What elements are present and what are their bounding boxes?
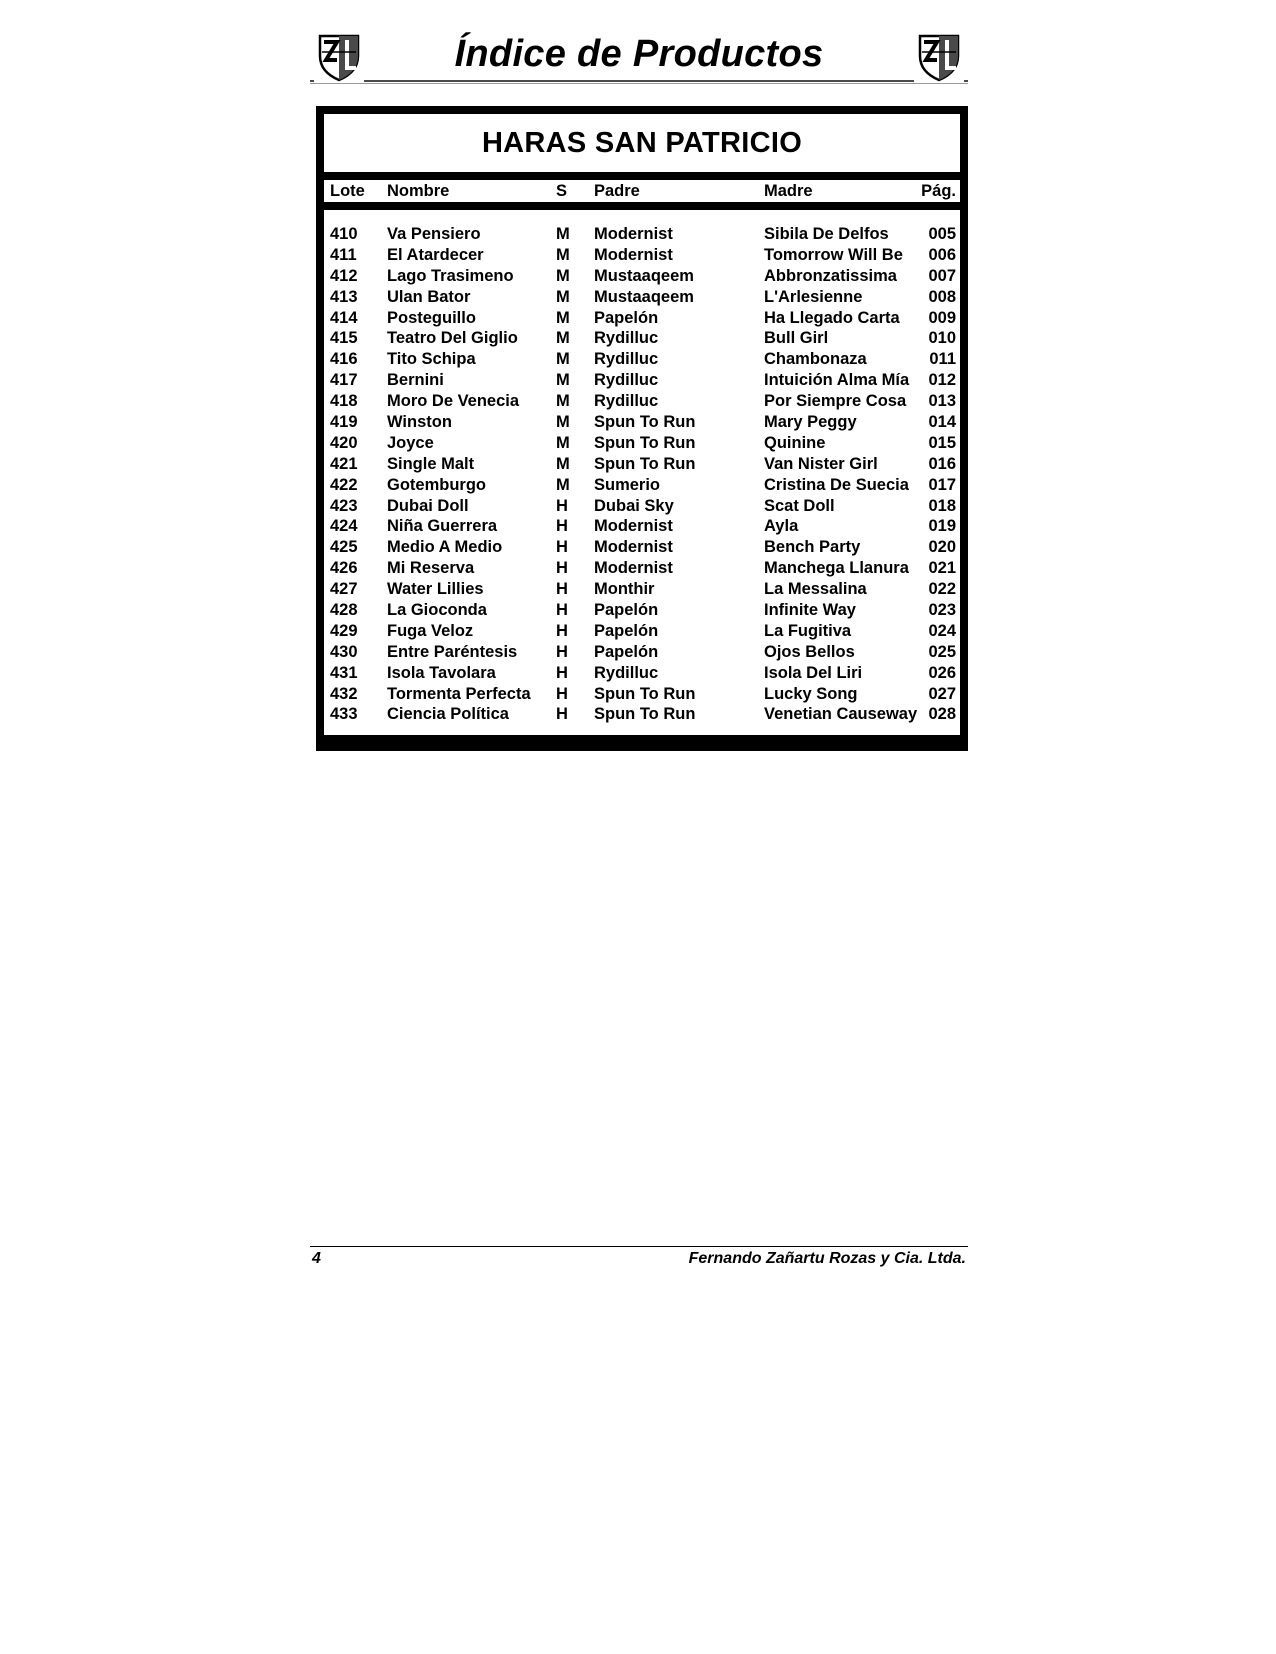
lot-name: Moro De Venecia (387, 392, 520, 411)
lot-page: 016 (928, 454, 956, 473)
lot-page: 011 (929, 350, 956, 369)
lot-page: 020 (928, 538, 956, 557)
lot-sire: Mustaaqeem (594, 287, 694, 306)
page-header (310, 28, 968, 86)
lot-dam: Intuición Alma Mía (764, 371, 910, 390)
lot-number: 421 (330, 454, 358, 473)
lot-name: Niña Guerrera (387, 517, 498, 536)
lot-dam: Ojos Bellos (764, 642, 855, 661)
lot-dam: Ayla (764, 517, 799, 536)
lot-name: Mi Reserva (387, 559, 475, 578)
lot-dam: Scat Doll (764, 496, 835, 515)
lot-dam: Mary Peggy (764, 413, 857, 432)
lot-dam: Manchega Llanura (764, 559, 909, 578)
lot-sire: Rydilluc (594, 392, 659, 411)
lot-sire: Dubai Sky (594, 496, 674, 515)
lot-sex: M (556, 266, 570, 285)
lot-number: 429 (330, 621, 358, 640)
lot-sex: H (556, 663, 568, 682)
lot-number: 423 (330, 496, 358, 515)
lot-sire: Mustaaqeem (594, 266, 694, 285)
product-index-box (316, 106, 968, 751)
lot-number: 418 (330, 392, 358, 411)
lot-sex: H (556, 559, 568, 578)
lot-sex: M (556, 245, 570, 264)
lot-sex: H (556, 580, 568, 599)
lot-sire: Spun To Run (594, 705, 696, 724)
lot-page: 006 (928, 245, 956, 264)
lot-dam: Sibila De Delfos (764, 225, 889, 243)
table-row (324, 621, 960, 642)
lot-name: Ulan Bator (387, 287, 471, 306)
table-row (324, 475, 960, 496)
lot-name: Tormenta Perfecta (387, 684, 531, 703)
lot-name: La Gioconda (387, 601, 487, 620)
lot-page: 005 (928, 225, 956, 243)
table-row (324, 287, 960, 308)
table-row (324, 308, 960, 329)
lot-dam: Chambonaza (764, 350, 867, 369)
lot-sex: M (556, 371, 570, 390)
lot-number: 433 (330, 705, 358, 724)
lot-sex: H (556, 538, 568, 557)
lot-number: 412 (330, 266, 358, 285)
lot-dam: Infinite Way (764, 601, 856, 620)
table-row (324, 663, 960, 684)
section-title-panel (324, 114, 960, 172)
table-row (324, 600, 960, 621)
lot-sex: H (556, 684, 568, 703)
lot-sire: Monthir (594, 580, 655, 599)
lot-number: 416 (330, 350, 358, 369)
lot-sex: M (556, 308, 570, 327)
lot-name: Gotemburgo (387, 475, 486, 494)
table-row (324, 245, 960, 266)
lot-page: 025 (928, 642, 956, 661)
column-header-panel (324, 180, 960, 202)
lot-sire: Modernist (594, 559, 673, 578)
table-row (324, 224, 960, 245)
table-row (324, 391, 960, 412)
table-row (324, 704, 960, 725)
table-row (324, 496, 960, 517)
section-title: HARAS SAN PATRICIO (481, 126, 803, 159)
lot-number: 411 (330, 245, 357, 264)
lot-name: Fuga Veloz (387, 621, 474, 640)
lot-name: Winston (387, 413, 452, 432)
table-row (324, 558, 960, 579)
lot-number: 414 (330, 308, 358, 327)
lot-sire: Rydilluc (594, 663, 659, 682)
lot-name: Water Lillies (387, 580, 484, 599)
lot-page: 014 (928, 413, 956, 432)
lot-sex: H (556, 705, 568, 724)
table-row (324, 537, 960, 558)
fzr-shield-logo-icon (314, 32, 364, 82)
lot-dam: Isola Del Liri (764, 663, 863, 682)
lot-name: Bernini (387, 371, 444, 390)
lot-page: 021 (928, 559, 956, 578)
table-row (324, 454, 960, 475)
lot-name: Ciencia Política (387, 705, 509, 724)
lot-number: 432 (330, 684, 358, 703)
lot-page: 022 (928, 580, 956, 599)
lot-sex: M (556, 329, 570, 348)
header-rule (310, 80, 968, 84)
lot-page: 008 (928, 287, 956, 306)
column-header-madre: Madre (764, 182, 813, 200)
lot-page: 013 (928, 392, 956, 411)
lot-list (324, 210, 960, 735)
lot-sex: M (556, 475, 570, 494)
lot-page: 017 (928, 475, 956, 494)
page-number: 4 (312, 1250, 321, 1267)
lot-sex: H (556, 621, 568, 640)
lot-sire: Modernist (594, 517, 673, 536)
page-title: Índice de Productos (454, 33, 824, 75)
lot-sire: Rydilluc (594, 371, 659, 390)
lot-dam: Abbronzatissima (764, 266, 897, 285)
lot-sire: Modernist (594, 245, 673, 264)
lot-number: 417 (330, 371, 358, 390)
lot-sex: H (556, 601, 568, 620)
lot-page: 026 (928, 663, 956, 682)
lot-sex: M (556, 225, 570, 243)
lot-sire: Modernist (594, 225, 673, 243)
lot-number: 426 (330, 559, 358, 578)
lot-sire: Spun To Run (594, 433, 696, 452)
lot-number: 427 (330, 580, 358, 599)
lot-sire: Papelón (594, 621, 659, 640)
lot-dam: Venetian Causeway (764, 705, 918, 724)
table-row (324, 328, 960, 349)
lot-sire: Papelón (594, 642, 659, 661)
lot-number: 431 (330, 663, 358, 682)
lot-dam: Van Nister Girl (764, 454, 878, 473)
lot-sex: H (556, 496, 568, 515)
lot-sire: Spun To Run (594, 413, 696, 432)
lot-number: 425 (330, 538, 358, 557)
lot-sire: Papelón (594, 308, 659, 327)
lot-dam: Por Siempre Cosa (764, 392, 907, 411)
lot-page: 010 (928, 329, 956, 348)
lot-name: Lago Trasimeno (387, 266, 514, 285)
lot-dam: Cristina De Suecia (764, 475, 909, 494)
lot-page: 024 (928, 621, 956, 640)
lot-name: Medio A Medio (387, 538, 503, 557)
column-header-padre: Padre (594, 182, 640, 200)
lot-dam: Ha Llegado Carta (764, 308, 900, 327)
lot-sex: H (556, 517, 568, 536)
column-header-nombre: Nombre (387, 182, 450, 200)
lot-name: El Atardecer (387, 245, 484, 264)
lot-name: Tito Schipa (387, 350, 476, 369)
lot-dam: Bull Girl (764, 329, 829, 348)
lot-page: 018 (928, 496, 956, 515)
lot-page: 007 (928, 266, 956, 285)
column-header-row (324, 180, 960, 202)
lot-page: 027 (928, 684, 956, 703)
lot-sex: M (556, 350, 570, 369)
lot-dam: Quinine (764, 433, 826, 452)
lot-name: Posteguillo (387, 308, 476, 327)
lot-sire: Rydilluc (594, 329, 659, 348)
lot-sire: Spun To Run (594, 454, 696, 473)
footer-rule (310, 1246, 968, 1247)
lot-name: Isola Tavolara (387, 663, 496, 682)
lot-page: 023 (928, 601, 956, 620)
lot-sex: M (556, 287, 570, 306)
lot-name: Single Malt (387, 454, 475, 473)
table-row (324, 266, 960, 287)
lot-sex: M (556, 433, 570, 452)
column-header-pagina: Pág. (921, 182, 956, 200)
table-row (324, 684, 960, 705)
lot-page: 012 (928, 371, 956, 390)
lot-dam: Lucky Song (764, 684, 858, 703)
table-row (324, 433, 960, 454)
column-header-sexo: S (556, 182, 568, 200)
lot-sire: Papelón (594, 601, 659, 620)
lot-dam: Tomorrow Will Be (764, 245, 903, 264)
lot-number: 424 (330, 517, 358, 536)
lot-sex: H (556, 642, 568, 661)
lot-sex: M (556, 392, 570, 411)
table-row (324, 642, 960, 663)
lot-dam: La Fugitiva (764, 621, 852, 640)
lot-page: 028 (928, 705, 956, 724)
table-row (324, 579, 960, 600)
lot-sire: Spun To Run (594, 684, 696, 703)
lot-number: 413 (330, 287, 358, 306)
lot-sire: Rydilluc (594, 350, 659, 369)
lot-page: 019 (928, 517, 956, 536)
lot-page: 015 (928, 433, 956, 452)
lot-page: 009 (928, 308, 956, 327)
table-row (324, 516, 960, 537)
lot-number: 419 (330, 413, 358, 432)
lot-number: 410 (330, 225, 358, 243)
lot-sex: M (556, 413, 570, 432)
lot-name: Joyce (387, 433, 434, 452)
lot-dam: L'Arlesienne (764, 287, 863, 306)
lot-name: Entre Paréntesis (387, 642, 518, 661)
lot-sex: M (556, 454, 570, 473)
lot-dam: Bench Party (764, 538, 861, 557)
lot-dam: La Messalina (764, 580, 867, 599)
lot-sire: Sumerio (594, 475, 661, 494)
lot-number: 428 (330, 601, 358, 620)
fzr-shield-logo-icon (914, 32, 964, 82)
lot-number: 420 (330, 433, 358, 452)
lot-number: 415 (330, 329, 358, 348)
lot-name: Dubai Doll (387, 496, 469, 515)
table-row (324, 412, 960, 433)
lot-name: Va Pensiero (387, 225, 481, 243)
column-header-lote: Lote (330, 182, 365, 200)
company-name: Fernando Zañartu Rozas y Cia. Ltda. (688, 1250, 966, 1267)
lot-number: 430 (330, 642, 358, 661)
lot-sire: Modernist (594, 538, 673, 557)
table-row (324, 349, 960, 370)
lot-name: Teatro Del Giglio (387, 329, 518, 348)
table-row (324, 370, 960, 391)
lot-number: 422 (330, 475, 358, 494)
